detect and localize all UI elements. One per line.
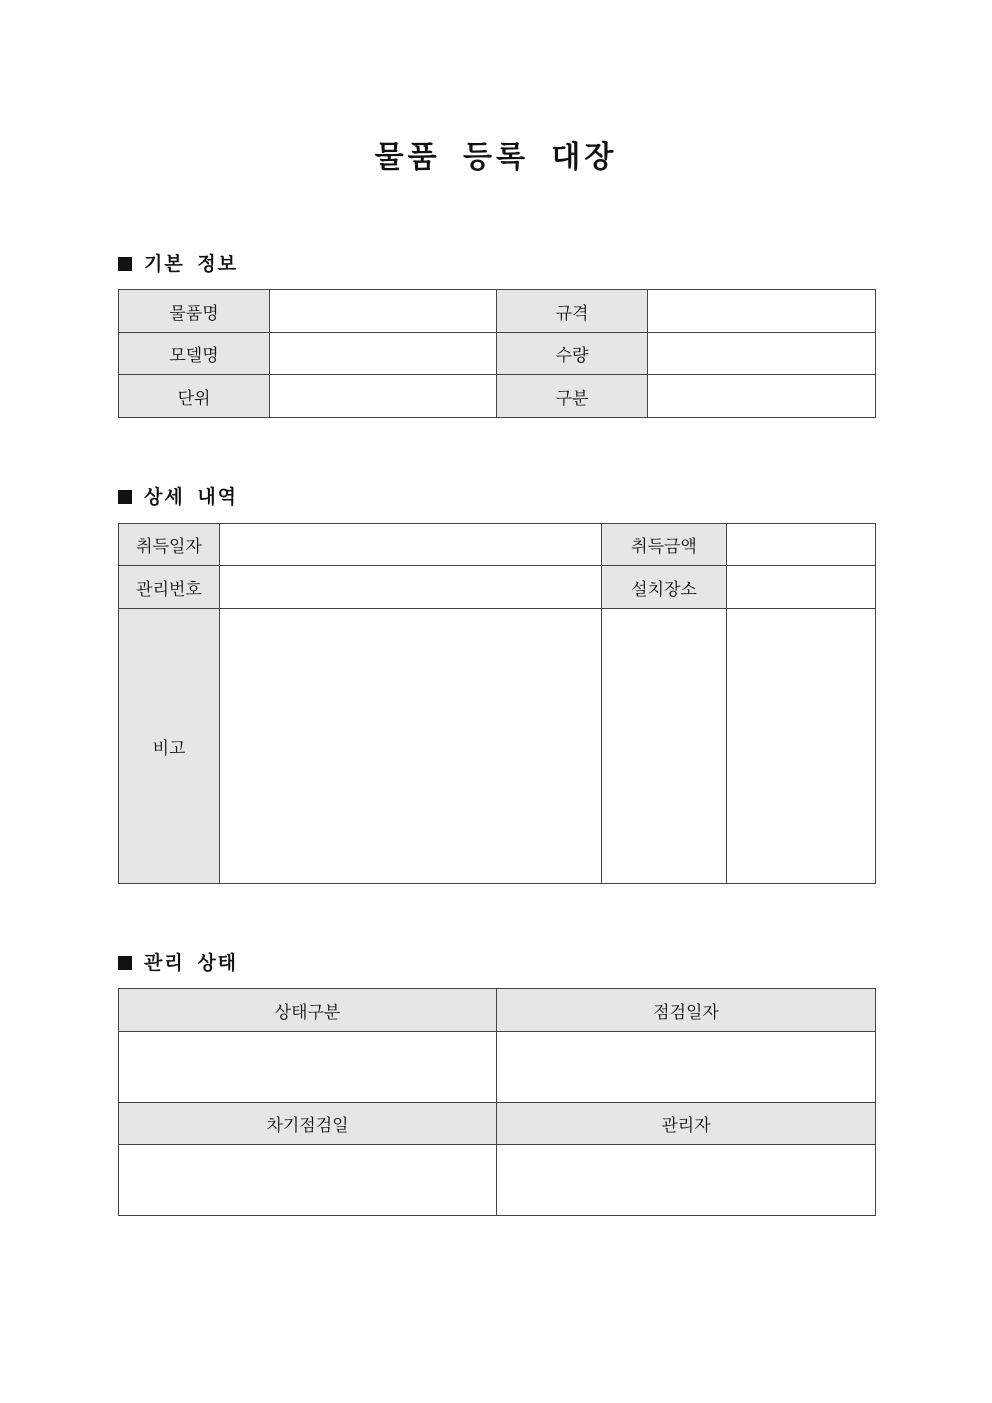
section-heading-text: 기본 정보 xyxy=(144,253,239,275)
table-row xyxy=(119,290,876,333)
table-row xyxy=(119,1103,876,1145)
next-inspection-date-label: 차기점검일 xyxy=(119,1103,497,1145)
acquisition-amount-field[interactable] xyxy=(727,524,876,566)
status-type-field[interactable] xyxy=(119,1032,497,1103)
model-name-field[interactable] xyxy=(270,333,497,375)
square-bullet-icon xyxy=(118,956,132,970)
table-row xyxy=(119,375,876,418)
table-row xyxy=(119,524,876,566)
manager-label: 관리자 xyxy=(497,1103,876,1145)
acquisition-date-label: 취득일자 xyxy=(119,524,220,566)
item-name-label: 물품명 xyxy=(119,290,270,333)
basic-info-table xyxy=(118,289,876,418)
spec-label: 규격 xyxy=(497,290,648,333)
model-name-label: 모델명 xyxy=(119,333,270,375)
category-label: 구분 xyxy=(497,375,648,418)
install-location-label: 설치장소 xyxy=(602,566,727,609)
remarks-field[interactable] xyxy=(220,609,602,884)
section-heading-details xyxy=(118,484,238,510)
acquisition-date-field[interactable] xyxy=(220,524,602,566)
next-inspection-date-field[interactable] xyxy=(119,1145,497,1216)
details-table xyxy=(118,523,876,884)
inspection-date-label: 점검일자 xyxy=(497,989,876,1032)
spec-field[interactable] xyxy=(648,290,876,333)
section-heading-text: 상세 내역 xyxy=(144,486,239,508)
section-heading-text: 관리 상태 xyxy=(144,952,239,974)
quantity-label: 수량 xyxy=(497,333,648,375)
install-location-field[interactable] xyxy=(727,566,876,609)
item-name-field[interactable] xyxy=(270,290,497,333)
table-row xyxy=(119,1032,876,1103)
management-number-field[interactable] xyxy=(220,566,602,609)
unit-label: 단위 xyxy=(119,375,270,418)
category-field[interactable] xyxy=(648,375,876,418)
remarks-extra-field[interactable] xyxy=(602,609,727,884)
table-row xyxy=(119,609,876,884)
table-row xyxy=(119,566,876,609)
inspection-date-field[interactable] xyxy=(497,1032,876,1103)
section-heading-basic-info xyxy=(118,251,238,277)
square-bullet-icon xyxy=(118,490,132,504)
manager-field[interactable] xyxy=(497,1145,876,1216)
remarks-label: 비고 xyxy=(119,609,220,884)
table-row xyxy=(119,1145,876,1216)
management-number-label: 관리번호 xyxy=(119,566,220,609)
square-bullet-icon xyxy=(118,257,132,271)
table-row xyxy=(119,333,876,375)
quantity-field[interactable] xyxy=(648,333,876,375)
status-type-label: 상태구분 xyxy=(119,989,497,1032)
remarks-extra-field-2[interactable] xyxy=(727,609,876,884)
section-heading-management-status xyxy=(118,950,238,976)
unit-field[interactable] xyxy=(270,375,497,418)
management-status-table xyxy=(118,988,876,1216)
acquisition-amount-label: 취득금액 xyxy=(602,524,727,566)
table-row xyxy=(119,989,876,1032)
page-title: 물품 등록 대장 xyxy=(374,140,618,175)
